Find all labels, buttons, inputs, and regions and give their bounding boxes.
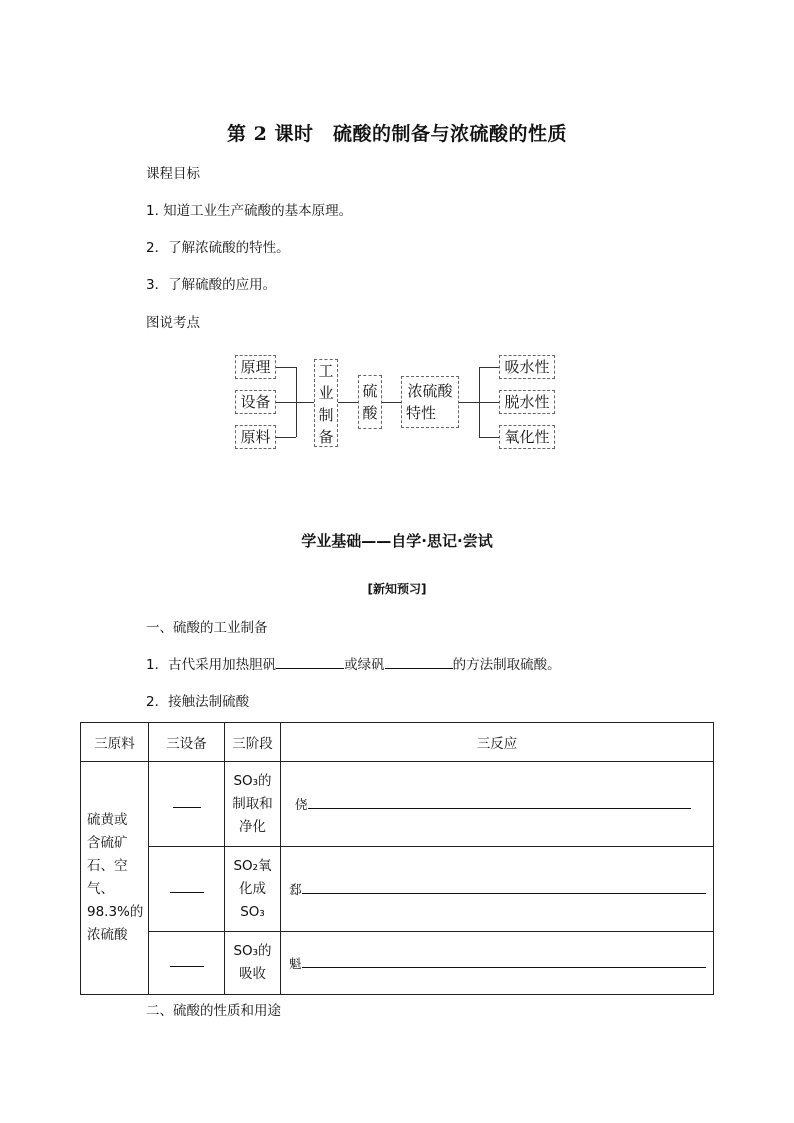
section-title: 学业基础——自学·思记·尝试	[301, 532, 493, 550]
reaction-cell	[281, 932, 714, 995]
table-row	[81, 762, 714, 847]
diagram-char: 硫	[362, 382, 378, 400]
question-text: 或绿矾	[344, 657, 385, 673]
table-header-row	[81, 723, 714, 762]
connector	[276, 402, 314, 403]
connector	[382, 402, 401, 403]
answer-blank[interactable]	[385, 656, 453, 669]
diagram-box-oxidizing: 氧化性	[499, 425, 555, 449]
diagram-heading: 图说考点	[146, 315, 200, 331]
cell-text: 石、空气、	[87, 858, 128, 897]
equipment-cell	[149, 762, 225, 847]
objective-item: 2．了解浓硫酸的特性。	[146, 240, 290, 256]
cell-text: SO₃的	[233, 943, 272, 959]
objectives-heading: 课程目标	[146, 166, 200, 182]
table-header: 三原料	[81, 723, 149, 762]
answer-blank[interactable]	[276, 656, 344, 669]
diagram-char: 酸	[362, 404, 378, 422]
table-header: 三设备	[149, 723, 225, 762]
bracket-line	[296, 367, 297, 437]
table-header: 三反应	[281, 723, 714, 762]
question-1	[146, 653, 561, 673]
answer-blank[interactable]	[302, 955, 706, 968]
diagram-char: 制	[318, 406, 334, 424]
cell-text: SO₃的	[233, 772, 272, 789]
objective-item: 3．了解硫酸的应用。	[146, 277, 277, 293]
table-row	[81, 847, 714, 932]
diagram-box-equipment: 设备	[235, 390, 276, 414]
stage-cell	[225, 932, 281, 995]
cell-text: 硫黄或	[87, 812, 128, 828]
reaction-cell	[281, 847, 714, 932]
diagram-box-dehydrating: 脱水性	[499, 390, 555, 414]
table-header: 三阶段	[225, 723, 281, 762]
question-2: 2．接触法制硫酸	[146, 694, 250, 710]
equipment-cell	[149, 932, 225, 995]
part1-heading: 一、硫酸的工业制备	[146, 620, 268, 636]
connector	[276, 367, 296, 368]
cell-text: 净化	[239, 818, 266, 835]
answer-blank[interactable]	[308, 796, 691, 809]
diagram-box-materials: 原料	[235, 425, 276, 449]
cell-text: 制取和	[232, 795, 273, 812]
diagram-box-water-absorbing: 吸水性	[499, 355, 555, 379]
diagram-text: 浓硫酸	[407, 382, 453, 400]
question-text: 1．古代采用加热胆矾	[146, 657, 277, 673]
table-row	[81, 932, 714, 995]
stage-cell	[225, 762, 281, 847]
answer-blank[interactable]	[170, 892, 204, 893]
cell-text: 郄	[289, 882, 302, 897]
reaction-cell	[281, 762, 714, 847]
connector	[479, 402, 499, 403]
answer-blank[interactable]	[302, 881, 706, 894]
cell-text: 化成	[239, 880, 266, 897]
cell-text: SO₂氧	[233, 857, 272, 874]
connector	[479, 437, 499, 438]
objective-item: 1. 知道工业生产硫酸的基本原理。	[146, 203, 353, 219]
cell-text: 含硫矿	[87, 835, 128, 851]
connector	[459, 402, 479, 403]
materials-cell	[81, 762, 149, 995]
connector	[338, 402, 358, 403]
answer-blank[interactable]	[173, 807, 201, 808]
cell-text: 侥	[295, 797, 308, 812]
diagram-char: 备	[318, 428, 334, 446]
equipment-cell	[149, 847, 225, 932]
cell-text: 吸收	[239, 966, 266, 982]
cell-text: 魁	[289, 956, 302, 971]
diagram-box-conc-properties	[401, 376, 459, 428]
connector	[479, 367, 499, 368]
diagram-box-principle: 原理	[235, 355, 276, 379]
part2-heading: 二、硫酸的性质和用途	[146, 1003, 281, 1019]
diagram-char: 工	[318, 362, 334, 380]
stage-cell	[225, 847, 281, 932]
cell-text: 98.3%的	[87, 904, 144, 920]
section-subtitle: [新知预习]	[367, 582, 427, 596]
diagram-char: 业	[318, 384, 334, 402]
connector	[276, 437, 296, 438]
cell-text: SO₃	[240, 903, 265, 920]
answer-blank[interactable]	[170, 966, 204, 967]
cell-text: 浓硫酸	[87, 927, 128, 943]
diagram-box-sulfuric-acid	[358, 375, 382, 429]
page-title: 第 2 课时 硫酸的制备与浓硫酸的性质	[227, 123, 567, 145]
contact-process-table	[80, 722, 714, 995]
diagram-text: 特性	[406, 404, 437, 422]
question-text: 的方法制取硫酸。	[452, 657, 561, 673]
diagram-box-industrial	[314, 359, 338, 447]
